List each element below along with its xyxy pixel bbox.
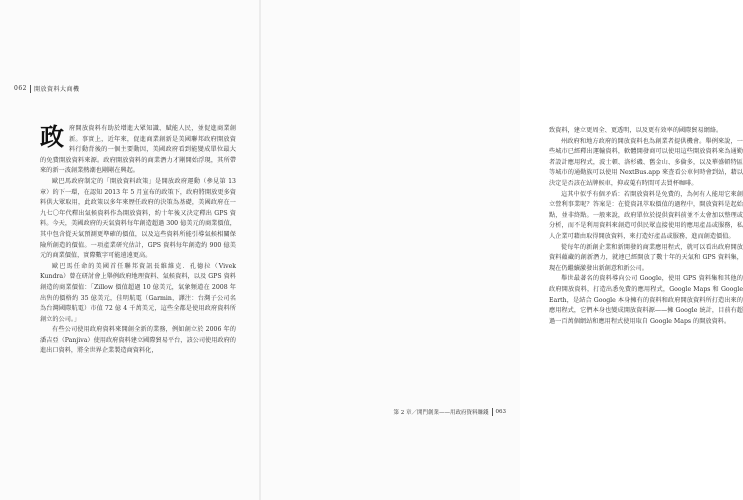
left-body-text	[40, 124, 236, 357]
left-paragraph: 歐巴馬任命的美國首任聯邦資訊長維維克．孔德拉（Vivek Kundra）曾在研討會上舉例政府地理資料、氣候資料，以及 GPS 資料創造的商業價值：「Zillow 價值超過 10 億美元，氣象頻道在 2008 年出售的價格約 35 億美元，佳明航電（Garmin，譯注：台灣子公司名為台灣國際航電）市值 72 億 4 千萬美元，這些全都是使用政府資料所創立的公司。」	[40, 262, 236, 323]
right-page	[261, 0, 743, 500]
left-page	[0, 0, 259, 500]
drop-cap: 政	[40, 122, 64, 151]
running-header	[14, 84, 79, 93]
paragraph-text: 府開放資料有助於增進大眾知識、賦能人民，並促進商業創新。事實上，近年來，促進商業創新是美國聯邦政府開放資料行動背後的一個主要動因，美國政府看到能變成單位最大的免費開放資料來源。政府開放資料的商業潛力才剛開始浮現，其所帶來的新一波創業熱潮也剛剛在興起。	[40, 125, 236, 175]
left-paragraph	[40, 124, 236, 177]
right-paragraph: 從每年的新創企業和新開發的商業應用程式，就可以看出政府開放資料蘊藏的創新潛力，就連已經開放了數十年的天氣和 GPS 資料集，現在仍繼續激發出新創意和新公司。	[549, 243, 743, 272]
left-page-number: 062	[14, 85, 27, 92]
footer-divider	[492, 408, 493, 416]
right-page-number: 063	[495, 409, 506, 415]
left-paragraph: 有些公司使用政府資料來開創全新的業務，例如創立於 2006 年的潘吉亞（Panjiva）使用政府資料建立國際貿易平台，該公司使用政府的進出口資料，將全世界企業製造商資料化，	[40, 326, 236, 355]
right-body-text	[549, 126, 743, 327]
right-paragraph: 致資料，建立更周全、更透明，以及更有效率的國際貿易網絡。	[549, 127, 723, 134]
right-paragraph: 州政府和地方政府的開放資料也為創業者提供機會。舉例來說，一些城市已經釋出運輸資料，軟體開發商可以使用這些開放資料來為通勤者設計應用程式，波士頓、洛杉磯、舊金山、多倫多，以及華盛頓特區等城市的通勤族可以使用 NextBus.app 來查看公車何時會到站，藉以決定是否該在站牌候車，抑或蒐有時間可去買杯咖啡。	[549, 137, 743, 187]
right-paragraph: 這其中似乎有個矛盾：若開放資料是免費的，為何有人能用它來創立營利事業呢？答案是：在從資訊萃取價值的過程中，開放資料是起始點，並非終點。一般來說，政府單位於提供資料前並不太會加以整理或分析，而不是利用資料來創造可供民眾直接使用的應用產品或服務，私人企業可藉由取得開放資料，來打造好產品或服務，進而創造價值。	[549, 190, 743, 240]
chapter-title: 第 2 章／開門創業——用政府資料賺錢	[393, 410, 489, 416]
right-paragraph: 舉世最著名的資料導向公司 Google，使用 GPS 資料集和其他的政府開放資料，打造出悉免費的應用程式，Google Maps 和 Google Earth，是結合 Google 本身擁有的資料和政府開放資料所打造出來的應用程式，它們本身也變成開放資料源——擁 Google 統計，目前有超過一百萬個網站和應用程式使用取自 Google Maps 的開放資料。	[549, 275, 743, 325]
header-divider	[30, 85, 31, 93]
running-footer	[394, 408, 507, 416]
left-paragraph: 歐巴馬政府制定的「開放資料政策」是開放政府運動（參見第 13 章）的下一環，在認知 2013 年 5 月宣布的政策下，政府將開放更多資料供大眾取用，此政策以多年來歷任政府的決策為基礎，美國政府在一九七〇年代釋出氣候資料作為開放資料，約十年後又決定釋出 GPS 資料。今天，美國政府的天氣資料每年創造超過 300 億美元的商業價值，其中包含從天氣預測更準確的價值，以及這些資料所能引導氣候相關保險所創造的價值。一項產業研究估計，GPS 資料每年創造約 900 億美元的商業價值，實際數字可能遠遠更高。	[40, 177, 236, 260]
book-title: 開放資料大商機	[33, 86, 80, 93]
